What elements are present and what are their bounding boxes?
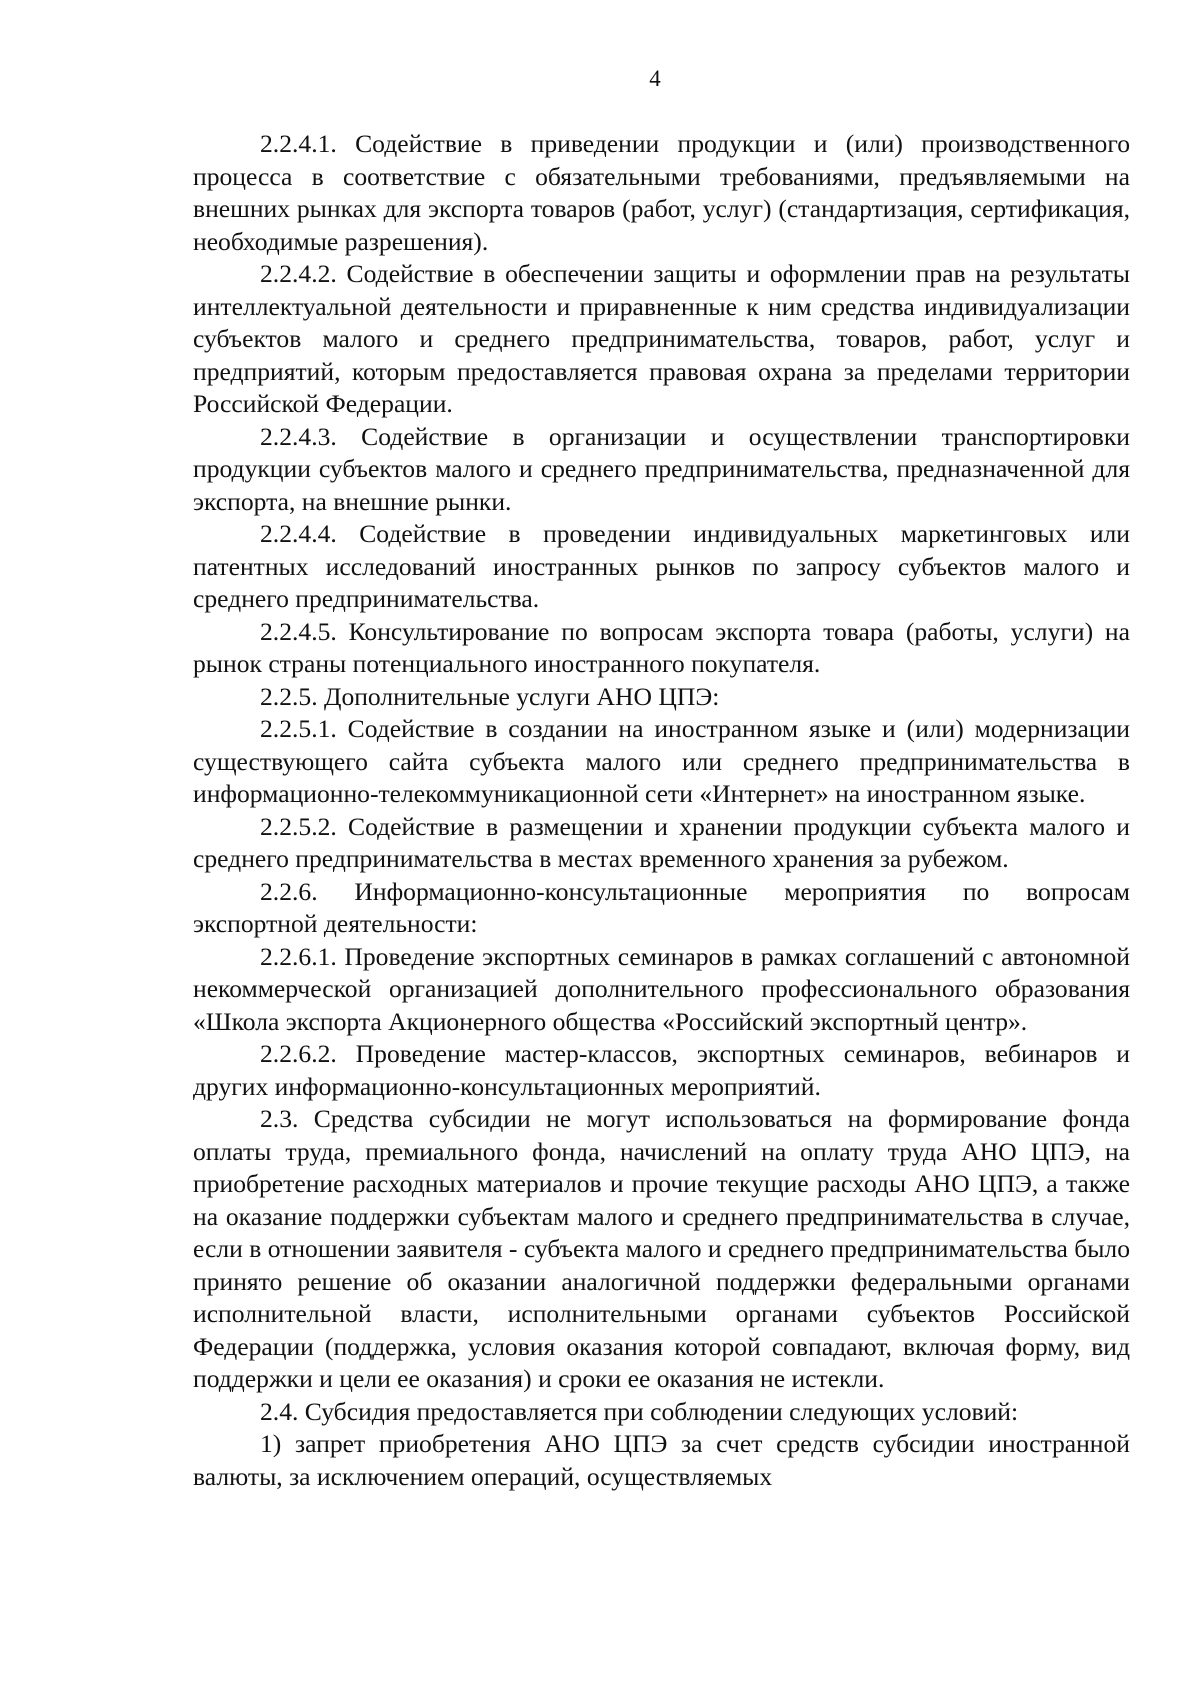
paragraph-2-2-4-2: 2.2.4.2. Содействие в обеспечении защиты и оформлении прав на результаты интеллектуальной деятельности и приравненные к ним средства индивидуализации субъектов малого и среднего предпринимательства, товаров, работ, услуг и предприятий, которым предоставляется правовая охрана за пределами территории Российской Федерации. — [193, 259, 1130, 418]
paragraph-2-2-6-2: 2.2.6.2. Проведение мастер-классов, экспортных семинаров, вебинаров и других информационно-консультационных мероприятий. — [193, 1039, 1130, 1101]
paragraph-2-4-item-1: 1) запрет приобретения АНО ЦПЭ за счет средств субсидии иностранной валюты, за исключением операций, осуществляемых — [193, 1429, 1130, 1491]
paragraph-2-2-4-4: 2.2.4.4. Содействие в проведении индивидуальных маркетинговых или патентных исследований иностранных рынков по запросу субъектов малого и среднего предпринимательства. — [193, 519, 1130, 613]
paragraph-2-2-4-5: 2.2.4.5. Консультирование по вопросам экспорта товара (работы, услуги) на рынок страны потенциального иностранного покупателя. — [193, 616, 1130, 678]
paragraph-2-2-5-1: 2.2.5.1. Содействие в создании на иностранном языке и (или) модернизации существующего сайта субъекта малого или среднего предпринимательства в информационно-телекоммуникационной сети «Интернет» на иностранном языке. — [193, 714, 1130, 808]
paragraph-2-3: 2.3. Средства субсидии не могут использоваться на формирование фонда оплаты труда, премиального фонда, начислений на оплату труда АНО ЦПЭ, на приобретение расходных материалов и прочие текущие расходы АНО ЦПЭ, а также на оказание поддержки субъектам малого и среднего предпринимательства в случае, если в отношении заявителя - субъекта малого и среднего предпринимательства было принято решение об оказании аналогичной поддержки федеральными органами исполнительной власти, исполнительными органами субъектов Российской Федерации (поддержка, условия оказания которой совпадают, включая форму, вид поддержки и цели ее оказания) и сроки ее оказания не истекли. — [193, 1104, 1130, 1393]
document-body — [193, 128, 1130, 1493]
paragraph-2-2-4-1: 2.2.4.1. Содействие в приведении продукции и (или) производственного процесса в соответствие с обязательными требованиями, предъявляемыми на внешних рынках для экспорта товаров (работ, услуг) (стандартизация, сертификация, необходимые разрешения). — [193, 129, 1130, 256]
paragraph-2-2-6-1: 2.2.6.1. Проведение экспортных семинаров в рамках соглашений с автономной некоммерческой организацией дополнительного профессионального образования «Школа экспорта Акционерного общества «Российский экспортный центр». — [193, 941, 1130, 1036]
paragraph-2-2-5-2: 2.2.5.2. Содействие в размещении и хранении продукции субъекта малого и среднего предпринимательства в местах временного хранения за рубежом. — [193, 811, 1130, 873]
paragraph-2-2-5: 2.2.5. Дополнительные услуги АНО ЦПЭ: — [260, 681, 720, 711]
paragraph-2-2-6: 2.2.6. Информационно-консультационные мероприятия по вопросам экспортной деятельности: — [193, 876, 1130, 938]
page-number: 4 — [649, 66, 661, 91]
paragraph-2-2-4-3: 2.2.4.3. Содействие в организации и осуществлении транспортировки продукции субъектов малого и среднего предпринимательства, предназначенной для экспорта, на внешние рынки. — [193, 421, 1130, 516]
paragraph-2-4: 2.4. Субсидия предоставляется при соблюдении следующих условий: — [260, 1396, 1019, 1426]
